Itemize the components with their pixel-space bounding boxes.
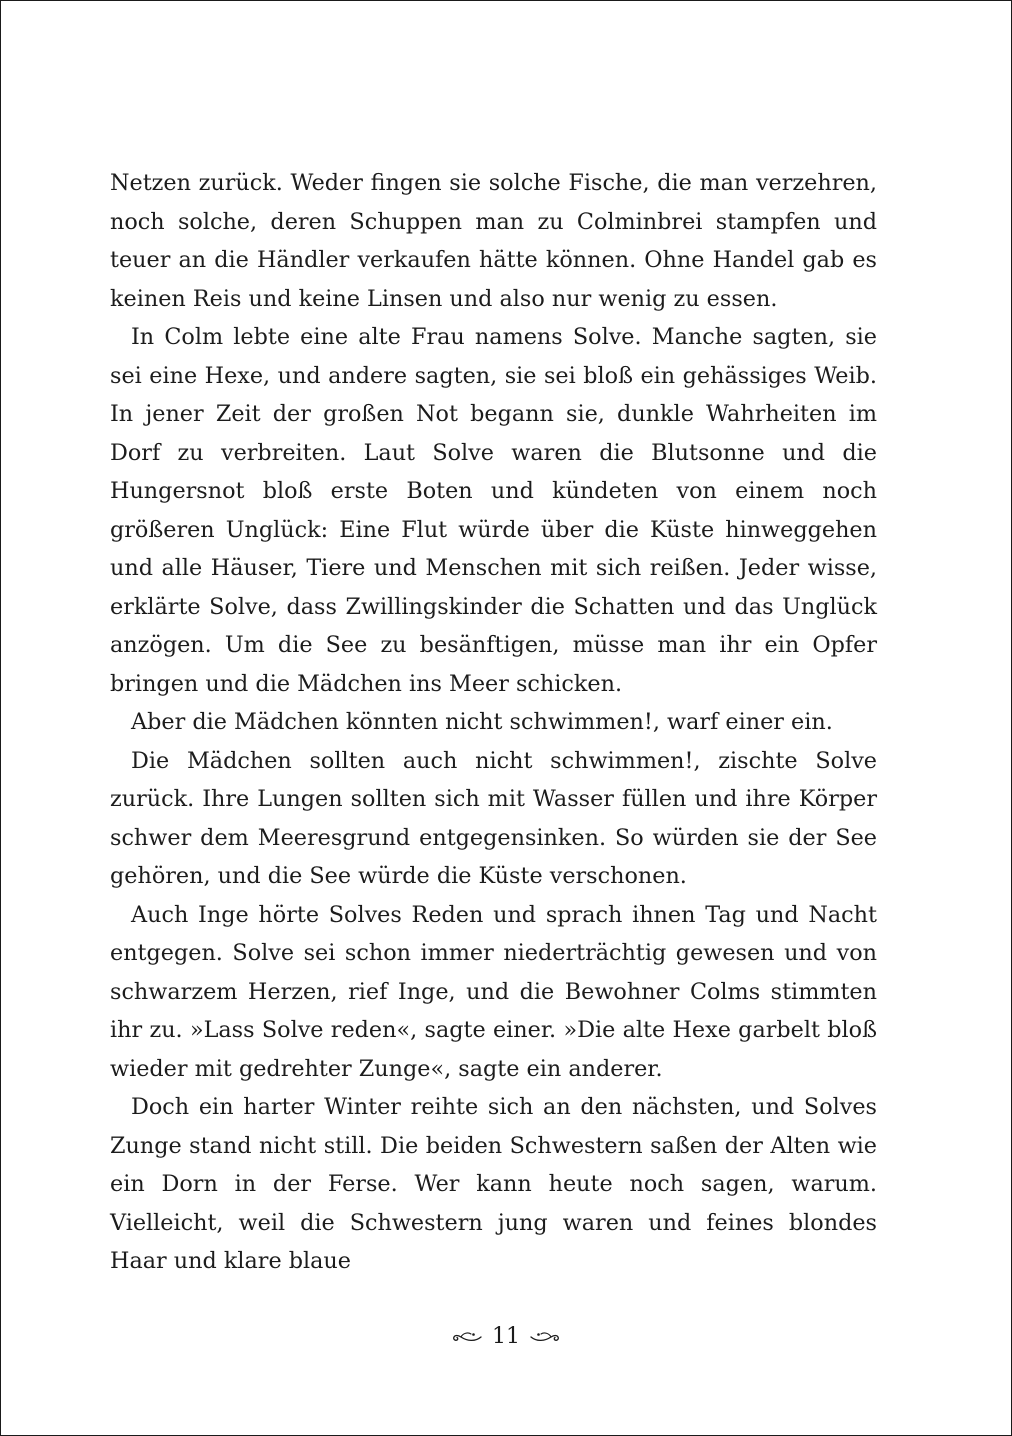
paragraph-5: Auch Inge hörte Solves Reden und sprach ihnen Tag und Nacht entgegen. Solve sei schon immer niederträchtig gewesen und von schwarzem Herzen, rief Inge, und die Bewohner Colms stimmten ihr zu. »Lass Solve reden«, sagte einer. »Die alte Hexe garbelt bloß wieder mit gedrehter Zunge«, sagte ein anderer.: [110, 901, 877, 1082]
paragraph-2: In Colm lebte eine alte Frau namens Solve. Manche sagten, sie sei eine Hexe, und andere sagten, sie sei bloß ein gehässiges Weib. In jener Zeit der großen Not begann sie, dunkle Wahrheiten im Dorf zu verbreiten. Laut Solve waren die Blutsonne und die Hungersnot bloß erste Boten und kündeten von einem noch größeren Unglück: Eine Flut würde über die Küste hinweggehen und alle Häuser, Tiere und Menschen mit sich reißen. Jeder wisse, erklärte Solve, dass Zwillingskinder die Schatten und das Unglück anzögen. Um die See zu besänftigen, müsse man ihr ein Opfer bringen und die Mädchen ins Meer schicken.: [110, 324, 877, 697]
flourish-right-icon: [529, 1328, 563, 1344]
page-folio: [1, 1323, 1011, 1349]
paragraph-4: Die Mädchen sollten auch nicht schwimmen!, zischte Solve zurück. Ihre Lungen sollten sich mit Wasser füllen und ihre Körper schwer dem Meeresgrund entgegensinken. So würden sie der See gehören, und die See würde die Küste verschonen.: [110, 747, 877, 889]
paragraph-1: Netzen zurück. Weder fingen sie solche Fische, die man verzehren, noch solche, deren Schuppen man zu Colminbrei stampfen und teuer an die Händler verkaufen hätte können. Ohne Handel gab es keinen Reis und keine Linsen und also nur wenig zu essen.: [110, 170, 877, 312]
paragraph-3: Aber die Mädchen könnten nicht schwimmen!, warf einer ein.: [131, 709, 833, 735]
flourish-left-icon: [449, 1328, 483, 1344]
paragraph-6: Doch ein harter Winter reihte sich an den nächsten, und Solves Zunge stand nicht still. Die beiden Schwestern saßen der Alten wie ein Dorn in der Ferse. Wer kann heute noch sagen, warum. Vielleicht, weil die Schwestern jung waren und feines blondes Haar und klare blaue: [110, 1094, 877, 1274]
page-number: 11: [492, 1323, 520, 1349]
body-text: [110, 164, 877, 1281]
